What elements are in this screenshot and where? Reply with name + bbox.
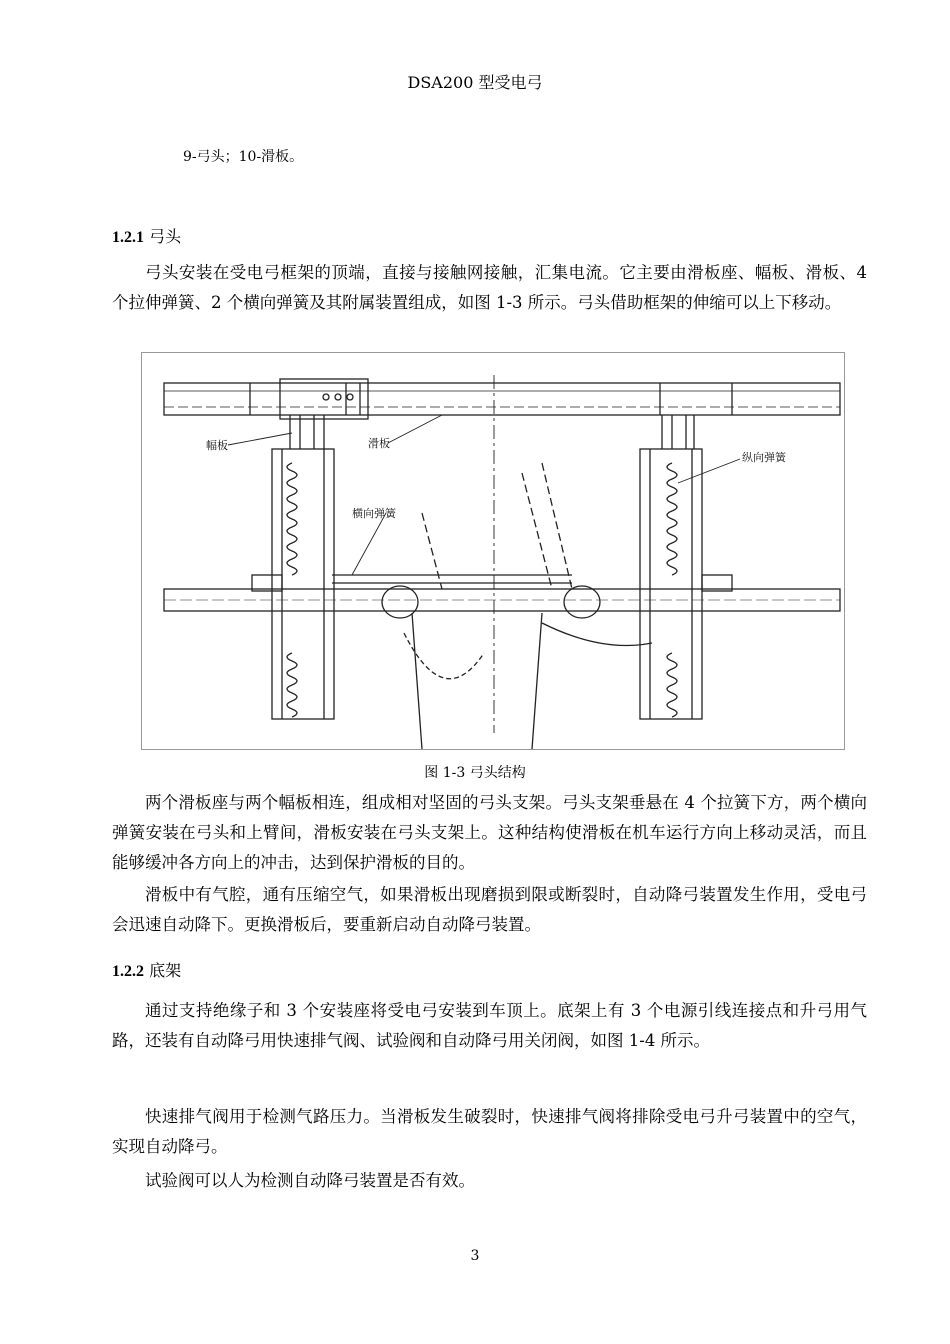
running-header: DSA200 型受电弓 [407,73,543,92]
bow-head-drawing [142,353,844,749]
section-number: 1.2.1 [112,229,144,246]
section-title: 底架 [149,961,182,980]
spring-right-lower [667,653,677,717]
frame-right [640,449,702,719]
spring-left-upper [287,463,297,575]
spring-right-upper [667,463,677,575]
section-title: 弓头 [149,227,182,246]
paragraph-quick-exhaust-valve: 快速排气阀用于检测气路压力。当滑板发生破裂时，快速排气阀将排除受电弓升弓装置中的空气，实现自动降弓。 [112,1107,867,1156]
slide-plate-bar [164,383,840,415]
section-number: 1.2.2 [112,963,144,980]
label-fuban: 幅板 [206,439,228,452]
previous-figure-caption: 9-弓头；10-滑板。 [183,149,304,165]
section-heading-1-2-2 [112,958,181,981]
paragraph-bow-head-support: 两个滑板座与两个幅板相连，组成相对坚固的弓头支架。弓头支架垂悬在 4 个拉簧下方，两个横向弹簧安装在弓头和上臂间，滑板安装在弓头支架上。这种结构使滑板在机车运行方向上移动灵活，而且能够缓冲各方向上的冲击，达到保护滑板的目的。 [112,793,867,872]
label-huaban: 滑板 [368,437,390,450]
spring-left-lower [287,653,297,717]
frame-left [272,449,334,719]
paragraph-air-chamber: 滑板中有气腔，通有压缩空气，如果滑板出现磨损到限或断裂时，自动降弓装置发生作用，受电弓会迅速自动降下。更换滑板后，要重新启动自动降弓装置。 [112,885,867,934]
label-zongxiang-spring: 纵向弹簧 [742,451,786,464]
joint-right [564,586,600,618]
paragraph-base-frame: 通过支持绝缘子和 3 个安装座将受电弓安装到车顶上。底架上有 3 个电源引线连接点和升弓用气路，还装有自动降弓用快速排气阀、试验阀和自动降弓用关闭阀，如图 1-4 所示。 [112,1001,867,1050]
section-heading-1-2-1 [112,224,181,247]
paragraph-bow-head-intro: 弓头安装在受电弓框架的顶端，直接与接触网接触，汇集电流。它主要由滑板座、幅板、滑板、4 个拉伸弹簧、2 个横向弹簧及其附属装置组成，如图 1-3 所示。弓头借助框架的伸缩可以上下移动。 [112,263,867,312]
label-hengxiang-spring: 横向弹簧 [352,507,396,520]
figure-caption: 图 1-3 弓头结构 [424,765,526,781]
figure-bow-head-structure [141,352,845,750]
page-number: 3 [470,1248,480,1264]
paragraph-test-valve: 试验阀可以人为检测自动降弓装置是否有效。 [145,1171,475,1190]
